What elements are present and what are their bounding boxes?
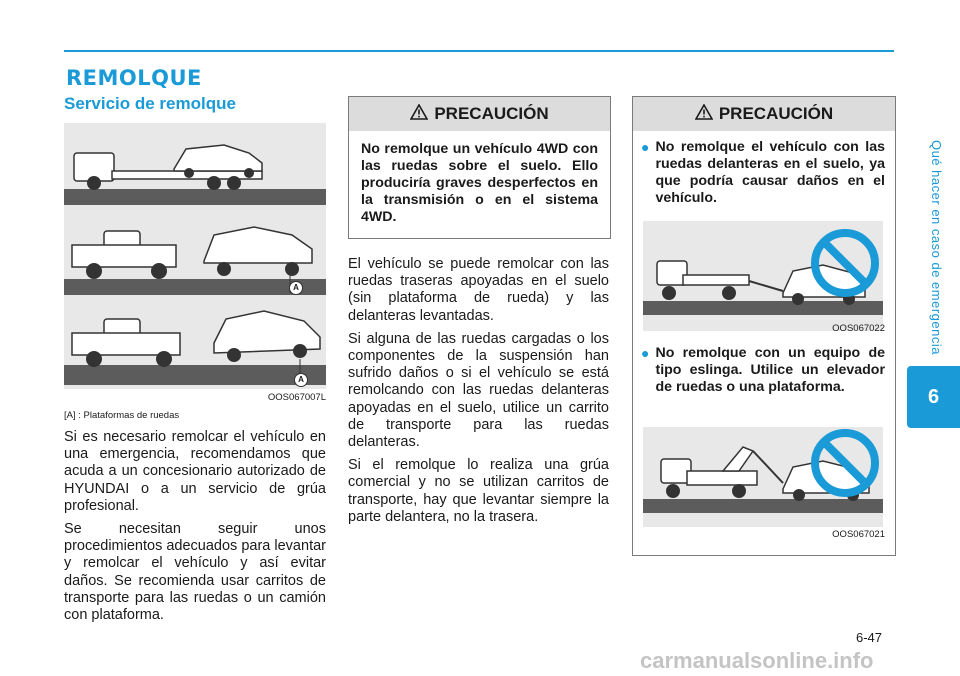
caution-header	[349, 97, 610, 131]
paragraph: Si el remolque lo realiza una grúa comercial y no se utilizan carritos de transporte, hay que levantar siempre la parte delantera, no la trasera.	[348, 457, 609, 525]
bullet-dot-icon: ●	[641, 139, 650, 155]
figure-code: OOS067021	[832, 529, 885, 540]
watermark: carmanualsonline.info	[640, 648, 874, 673]
middle-body-text	[348, 256, 609, 532]
figure-code: OOS067007L	[267, 392, 326, 403]
no-front-wheels-down-illustration	[643, 221, 883, 331]
paragraph: El vehículo se puede remolcar con las ruedas traseras apoyadas en el suelo (sin plataforma de rueda) y las delanteras levantadas.	[348, 256, 609, 324]
bullet-text: No remolque el vehículo con las ruedas delanteras en el suelo, ya que podría causar daños en el vehículo.	[655, 139, 885, 206]
caution-content	[633, 131, 895, 215]
header-rule	[64, 50, 894, 52]
warning-triangle-icon	[410, 104, 428, 125]
callout-a-1: A	[289, 281, 303, 295]
sling-truck-drawing	[643, 427, 883, 527]
figure-caption: [A] : Plataformas de ruedas	[64, 410, 180, 421]
figure-code: OOS067022	[832, 323, 885, 334]
caution-box-towing	[632, 96, 896, 556]
towing-trucks-drawing	[64, 123, 326, 389]
page-number: 6-47	[856, 630, 883, 645]
tow-truck-drawing	[643, 221, 883, 331]
chapter-number-tab: 6	[907, 366, 960, 428]
caution-title: PRECAUCIÓN	[434, 104, 549, 123]
callout-a-2: A	[294, 373, 308, 387]
caution-header	[633, 97, 895, 131]
paragraph: Se necesitan seguir unos procedimientos adecuados para levantar y remolcar el vehículo y así evitar daños. Se recomienda usar carritos de transporte para las ruedas o un camión con plataforma.	[64, 521, 326, 624]
chapter-side-label: Qué hacer en caso de emergencia	[929, 140, 944, 355]
caution-box-4wd	[348, 96, 611, 239]
left-body-text	[64, 429, 326, 630]
section-title: REMOLQUE	[66, 66, 202, 90]
bullet-dot-icon: ●	[641, 345, 650, 361]
towing-methods-illustration	[64, 123, 326, 389]
no-sling-illustration	[643, 427, 883, 527]
caution-text: No remolque un vehículo 4WD con las ruedas sobre el suelo. Ello produciría graves desperfectos en la transmisión o en el sistema 4WD.	[361, 141, 598, 225]
paragraph: Si alguna de las ruedas cargadas o los componentes de la suspensión han sufrido daños o si el vehículo se está remolcando con las ruedas delanteras apoyadas en el suelo, utilice un carrito de transporte para las ruedas delanteras.	[348, 330, 609, 451]
warning-triangle-icon	[695, 104, 713, 125]
paragraph: Si es necesario remolcar el vehículo en una emergencia, recomendamos que acuda a un concesionario autorizado de HYUNDAI o a un servicio de grúa profesional.	[64, 429, 326, 514]
subsection-title: Servicio de remolque	[64, 94, 236, 113]
caution-bullet	[641, 345, 885, 396]
bullet-text: No remolque con un equipo de tipo eslinga. Utilice un elevador de ruedas o una plataforma.	[655, 345, 885, 395]
caution-title: PRECAUCIÓN	[718, 104, 834, 123]
caution-bullet	[641, 139, 885, 207]
caution-content	[633, 345, 895, 396]
